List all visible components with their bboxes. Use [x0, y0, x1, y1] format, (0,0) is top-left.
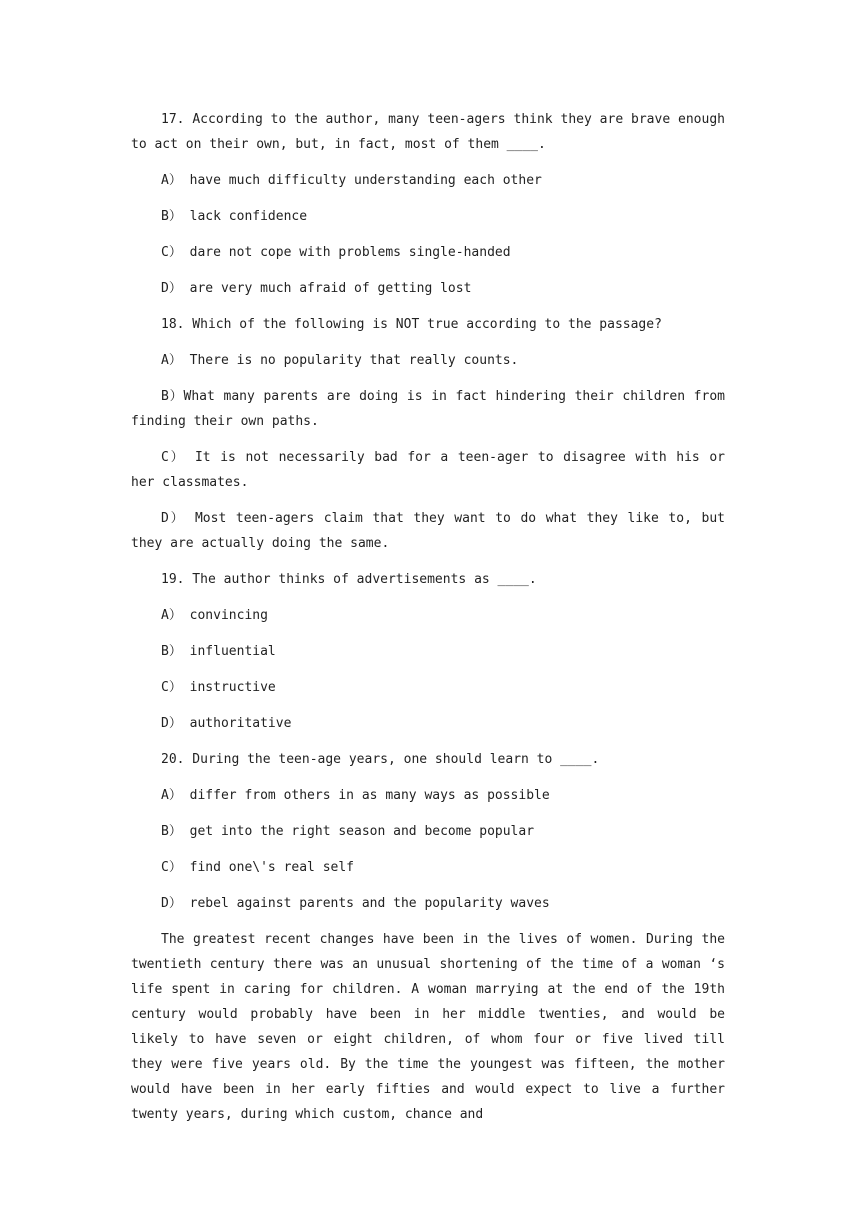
question-17-option-b: B） lack confidence	[161, 209, 308, 224]
question-19-option-a: A） convincing	[161, 608, 268, 623]
question-18-option-d: D） Most teen-agers claim that they want to do what they like to, but they are actually doing the same.	[131, 511, 725, 551]
question-17-option-a: A） have much difficulty understanding each other	[161, 173, 542, 188]
question-19-option-c: C） instructive	[161, 680, 276, 695]
question-19-option-b: B） influential	[161, 644, 276, 659]
question-18-option-b: B）What many parents are doing is in fact hindering their children from finding their own paths.	[131, 389, 725, 429]
question-20-option-d: D） rebel against parents and the popularity waves	[161, 896, 550, 911]
question-19-stem: 19. The author thinks of advertisements as ____.	[161, 572, 537, 587]
question-20-option-c: C） find one\'s real self	[161, 860, 355, 875]
question-19-option-d: D） authoritative	[161, 716, 292, 731]
question-20-option-b: B） get into the right season and become popular	[161, 824, 535, 839]
question-17-stem: 17. According to the author, many teen-agers think they are brave enough to act on their own, but, in fact, most of them ____.	[131, 112, 725, 152]
question-17-option-c: C） dare not cope with problems single-handed	[161, 245, 511, 260]
question-18-option-a: A） There is no popularity that really counts.	[161, 353, 519, 368]
question-18-option-c: C） It is not necessarily bad for a teen-ager to disagree with his or her classmates.	[131, 450, 725, 490]
question-20-option-a: A） differ from others in as many ways as possible	[161, 788, 550, 803]
question-20-stem: 20. During the teen-age years, one should learn to ____.	[161, 752, 600, 767]
question-18-stem: 18. Which of the following is NOT true according to the passage?	[161, 317, 662, 332]
document-page	[131, 107, 725, 1127]
reading-passage: The greatest recent changes have been in the lives of women. During the twentieth century there was an unusual shortening of the time of a woman ‘s life spent in caring for children. A woman marrying at the end of the 19th century would probably have been in her middle twenties, and would be likely to have seven or eight children, of whom four or five lived till they were five years old. By the time the youngest was fifteen, the mother would have been in her early fifties and would expect to live a further twenty years, during which custom, chance and	[131, 932, 725, 1122]
question-17-option-d: D） are very much afraid of getting lost	[161, 281, 472, 296]
